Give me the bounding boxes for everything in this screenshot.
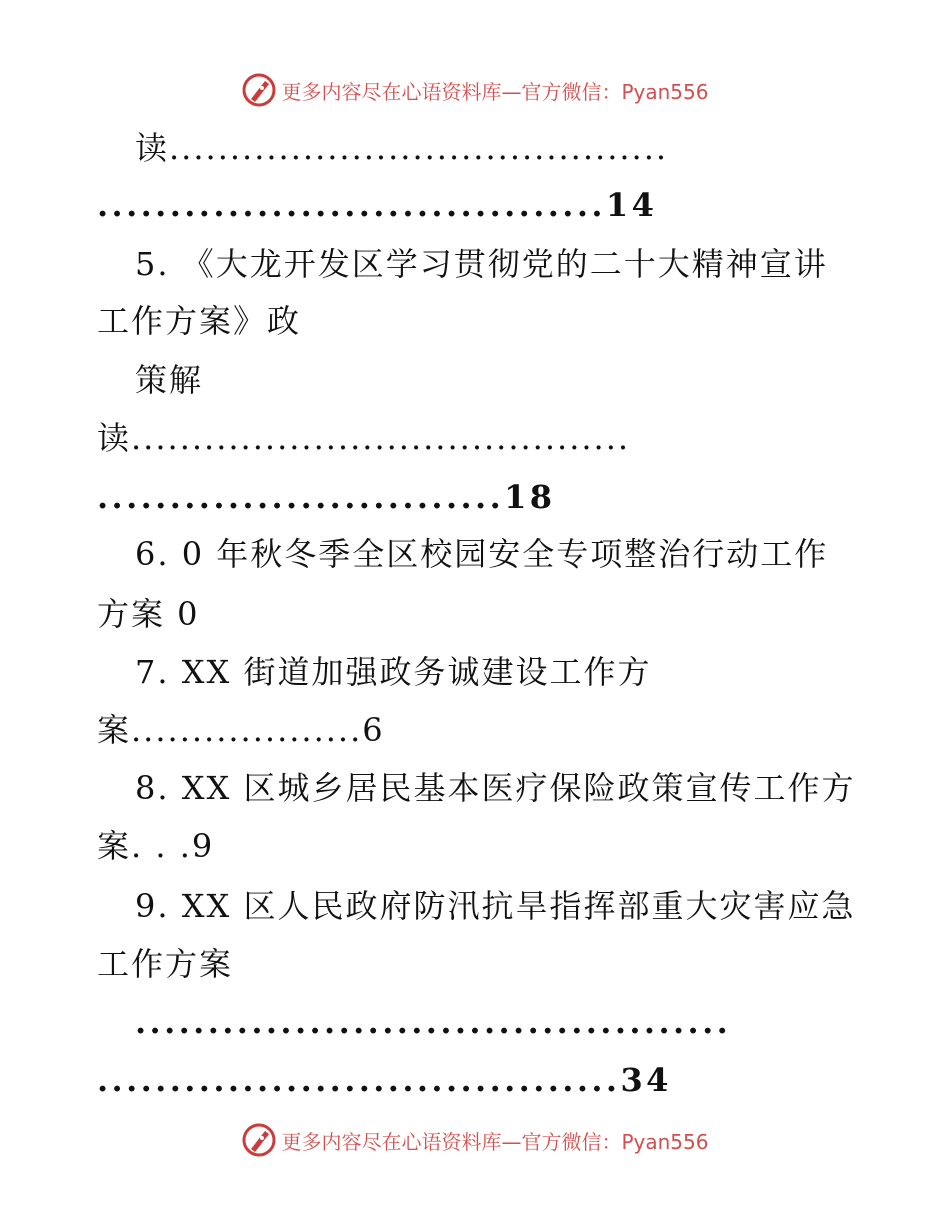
banner-text: 更多内容尽在心语资料库—官方微信：Pyan556 — [281, 1129, 709, 1154]
toc-entry-5: 5. 《大龙开发区学习贯彻党的二十大精神宣讲 — [135, 245, 828, 283]
toc-entry-9: 9. XX 区人民政府防汛抗旱指挥部重大灾害应急 — [135, 887, 856, 925]
toc-leader-line: ......................................... — [135, 1003, 732, 1041]
pen-nib-circle-icon — [241, 1122, 277, 1158]
toc-line: 读......................................... — [135, 129, 669, 167]
toc-line: 工作方案》政 — [97, 302, 302, 340]
toc-entry-6: 6. 0 年秋冬季全区校园安全专项整治行动工作 — [135, 535, 829, 573]
toc-line: 案...................6 — [97, 711, 385, 749]
toc-leader-line: ...................................14 — [97, 186, 658, 224]
pen-nib-circle-icon — [241, 72, 277, 108]
toc-entry-7: 7. XX 街道加强政务诚建设工作方 — [135, 653, 652, 691]
toc-leader-line: ............................18 — [97, 478, 556, 516]
header-watermark — [0, 70, 950, 110]
toc-line: 方案 0 — [97, 595, 200, 633]
footer-watermark — [0, 1120, 950, 1160]
toc-leader-line: ....................................34 — [97, 1061, 672, 1099]
toc-line: 读......................................... — [97, 419, 631, 457]
toc-line: 案. . .9 — [97, 827, 215, 865]
toc-line: 策解 — [135, 361, 204, 399]
banner-text: 更多内容尽在心语资料库—官方微信：Pyan556 — [281, 79, 709, 104]
toc-line: 工作方案 — [97, 945, 234, 983]
toc-entry-8: 8. XX 区城乡居民基本医疗保险政策宣传工作方 — [135, 769, 856, 807]
